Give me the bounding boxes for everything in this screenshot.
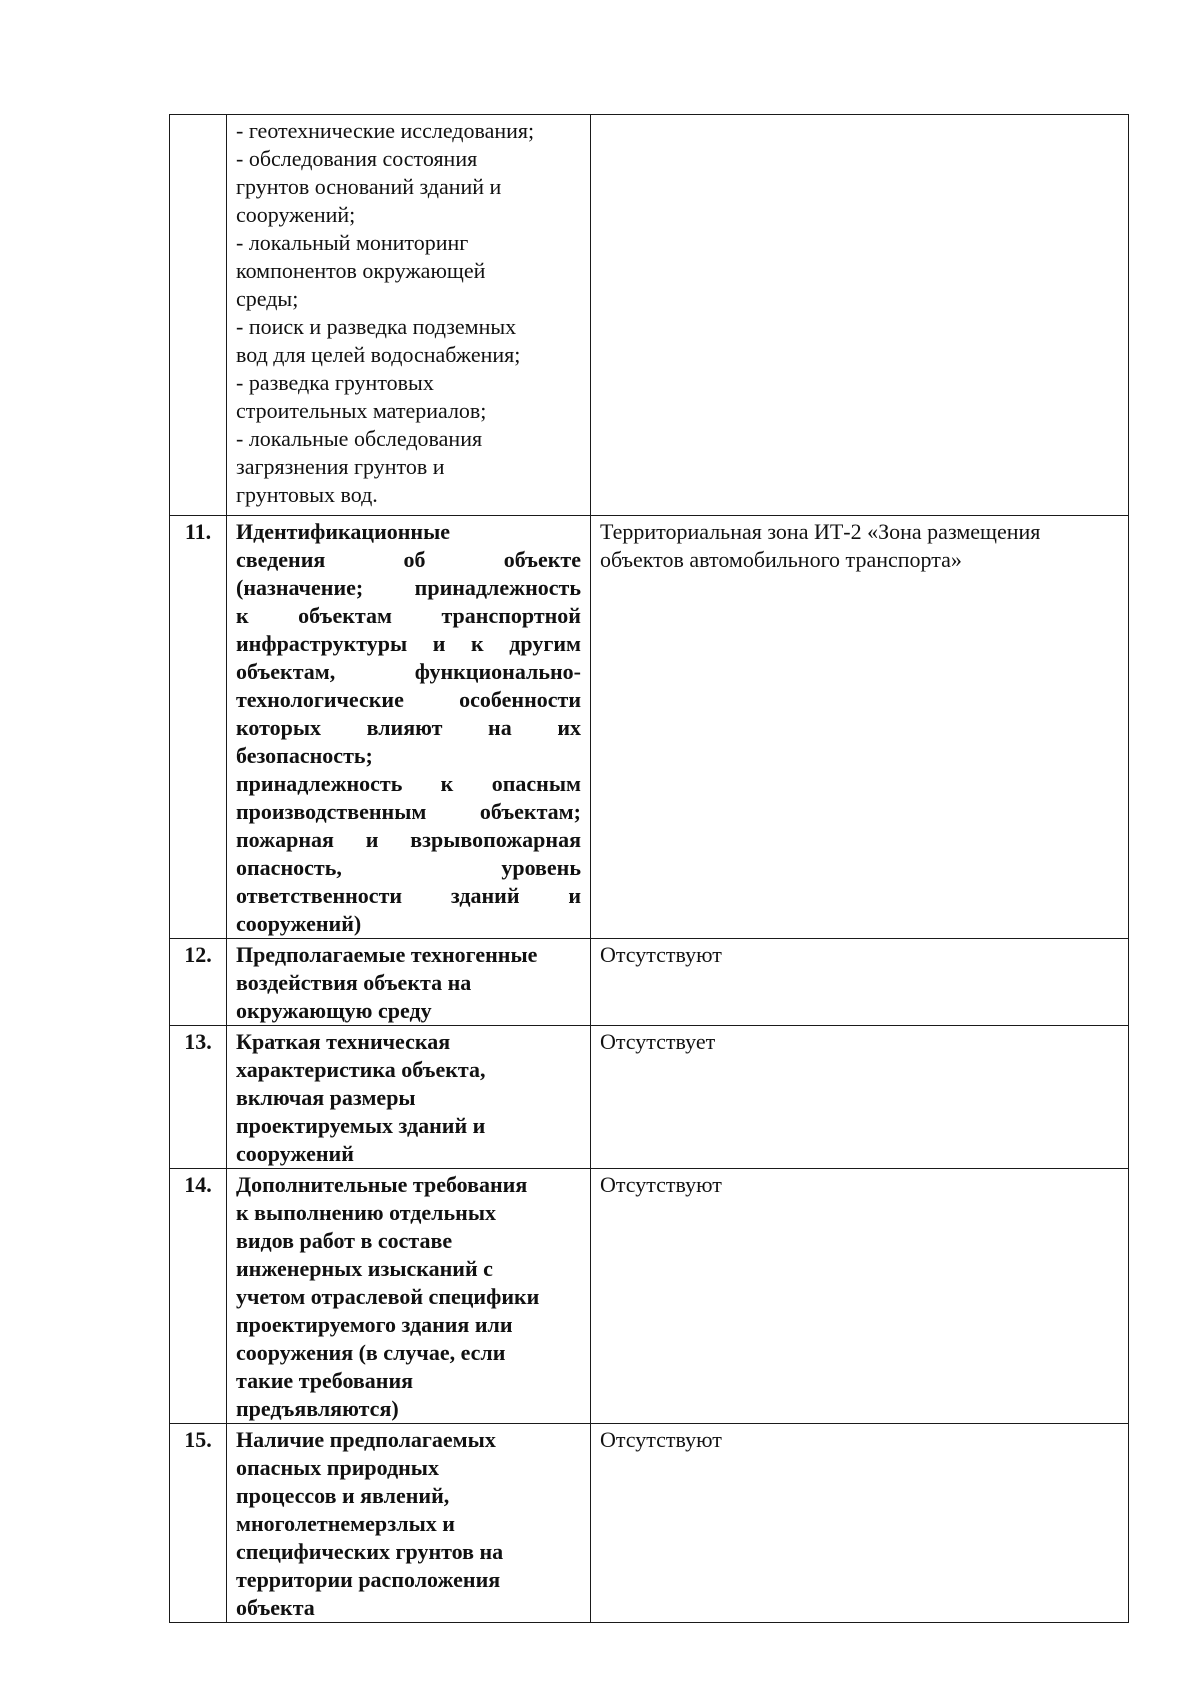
row-name-line: инженерных изысканий с <box>236 1256 493 1281</box>
table-row-14 <box>170 1169 1129 1424</box>
list-item: грунтов оснований зданий и <box>236 174 502 199</box>
row-name-cell <box>227 1169 591 1424</box>
row-name-line: воздействия объекта на <box>236 970 472 995</box>
row-number-cell: 12. <box>170 939 227 1026</box>
row-name-line: проектируемых зданий и <box>236 1113 486 1138</box>
row-name-line: объекта <box>236 1595 315 1620</box>
row-name-line: учетом отраслевой специфики <box>236 1284 540 1309</box>
row-name-line: предъявляются) <box>236 1396 399 1421</box>
row-name-line: процессов и явлений, <box>236 1483 450 1508</box>
row-value-line: объектов автомобильного транспорта» <box>600 547 962 572</box>
list-item: - локальный мониторинг <box>236 230 469 255</box>
table-row-13 <box>170 1026 1129 1169</box>
row-name-line: (назначение; принадлежность <box>236 575 581 600</box>
row-name-line: опасных природных <box>236 1455 439 1480</box>
row-value-cell: Отсутствуют <box>591 1424 1129 1623</box>
row-name-cell <box>227 115 591 516</box>
table-row-continuation <box>170 115 1129 516</box>
list-item: сооружений; <box>236 202 356 227</box>
row-name-line: принадлежность к опасным <box>236 771 581 796</box>
list-item: - поиск и разведка подземных <box>236 314 517 339</box>
row-name-line: Дополнительные требования <box>236 1172 528 1197</box>
row-name-line: Наличие предполагаемых <box>236 1427 496 1452</box>
list-item: строительных материалов; <box>236 398 487 423</box>
row-name-line: такие требования <box>236 1368 414 1393</box>
row-name-line: окружающую среду <box>236 998 432 1023</box>
row-name-line: которых влияют на их <box>236 715 581 740</box>
row-name-line: территории расположения <box>236 1567 501 1592</box>
row-name-line: характеристика объекта, <box>236 1057 486 1082</box>
list-item: компонентов окружающей <box>236 258 486 283</box>
row-name-line: опасность, уровень <box>236 855 581 880</box>
row-name-line: инфраструктуры и к другим <box>236 631 581 656</box>
list-item: - локальные обследования <box>236 426 483 451</box>
row-name-line: технологические особенности <box>236 687 581 712</box>
row-name-cell <box>227 939 591 1026</box>
list-item: вод для целей водоснабжения; <box>236 342 521 367</box>
row-value-line: Территориальная зона ИТ-2 «Зона размещения <box>600 519 1041 544</box>
table-row-15 <box>170 1424 1129 1623</box>
list-item: - обследования состояния <box>236 146 478 171</box>
row-name-line: проектируемого здания или <box>236 1312 513 1337</box>
row-number-cell <box>170 115 227 516</box>
row-number-cell: 13. <box>170 1026 227 1169</box>
row-value-cell: Отсутствуют <box>591 939 1129 1026</box>
list-item: - разведка грунтовых <box>236 370 434 395</box>
row-name-line: пожарная и взрывопожарная <box>236 827 581 852</box>
row-name-line: сооружения (в случае, если <box>236 1340 506 1365</box>
row-name-cell <box>227 516 591 939</box>
row-name-line: сооружений <box>236 1141 354 1166</box>
row-name-line: многолетнемерзлых и <box>236 1511 455 1536</box>
table-row-11 <box>170 516 1129 939</box>
row-number-cell: 15. <box>170 1424 227 1623</box>
row-name-line: к выполнению отдельных <box>236 1200 497 1225</box>
row-name-line: безопасность; <box>236 743 373 768</box>
row-name-line: видов работ в составе <box>236 1228 453 1253</box>
row-name-line: производственным объектам; <box>236 799 581 824</box>
row-name-line: Краткая техническая <box>236 1029 451 1054</box>
row-name-line: сведения об объекте <box>236 547 581 572</box>
row-number-cell: 11. <box>170 516 227 939</box>
row-name-line: к объектам транспортной <box>236 603 581 628</box>
row-name-line: ответственности зданий и <box>236 883 581 908</box>
row-name-line: включая размеры <box>236 1085 416 1110</box>
table-row-12 <box>170 939 1129 1026</box>
row-name-line: специфических грунтов на <box>236 1539 504 1564</box>
row-name-line: сооружений) <box>236 911 362 936</box>
row-value-cell: Отсутствует <box>591 1026 1129 1169</box>
row-name-cell <box>227 1424 591 1623</box>
row-number-cell: 14. <box>170 1169 227 1424</box>
row-value-cell <box>591 115 1129 516</box>
row-name-line: объектам, функционально- <box>236 659 581 684</box>
list-item: загрязнения грунтов и <box>236 454 445 479</box>
requirements-table <box>169 114 1129 1623</box>
row-name-line: Идентификационные <box>236 519 451 544</box>
row-value-cell <box>591 516 1129 939</box>
row-value-cell: Отсутствуют <box>591 1169 1129 1424</box>
row-name-cell <box>227 1026 591 1169</box>
list-item: среды; <box>236 286 299 311</box>
list-item: - геотехнические исследования; <box>236 118 535 143</box>
list-item: грунтовых вод. <box>236 482 378 507</box>
row-name-line: Предполагаемые техногенные <box>236 942 538 967</box>
